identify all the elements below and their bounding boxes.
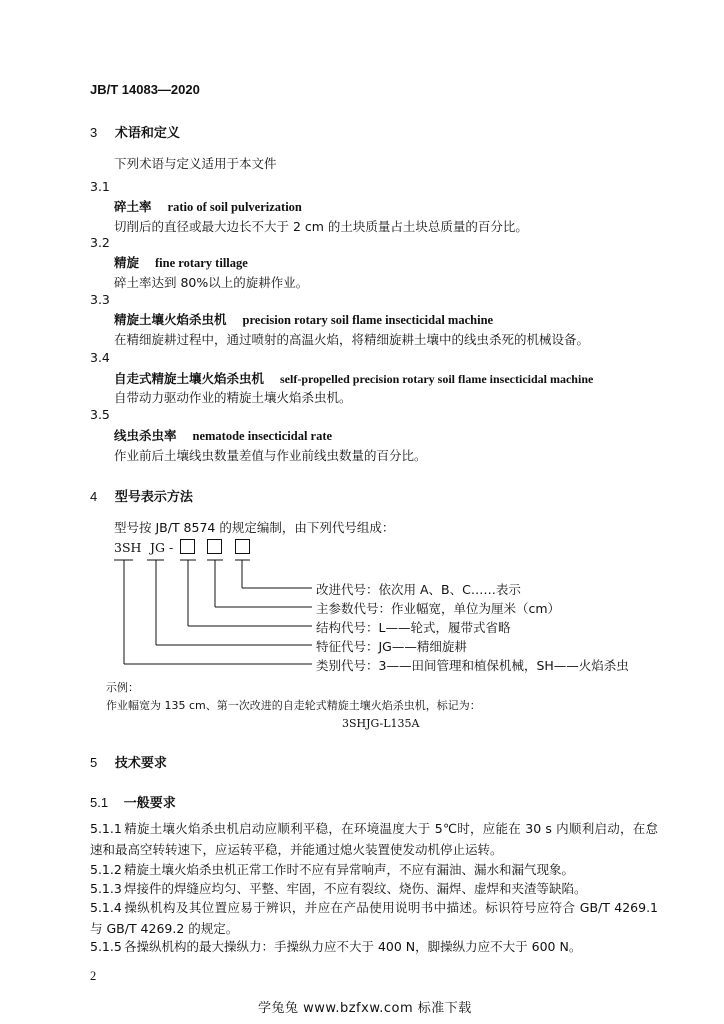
section-5-1-number: 5.1 [90, 795, 109, 810]
term-3-2-cn: 精旋 [114, 255, 140, 270]
term-3-4-en: self-propelled precision rotary soil flame insecticidal machine [280, 372, 594, 386]
term-3-4-definition: 自带动力驱动作业的精旋土壤火焰杀虫机。 [114, 390, 352, 405]
watermark: 学兔兔 www.bzfxw.com 标准下载 [258, 1001, 472, 1016]
clause-5-1-4: 5.1.4 操纵机构及其位置应易于辨识，并应在产品使用说明书中描述。标识符号应符合 GB/T 4269.1 与 GB/T 4269.2 的规定。 [90, 900, 658, 936]
example-code: 3SHJG-L135A [342, 717, 420, 730]
legend-structure-code: 结构代号：L——轮式，履带式省略 [316, 620, 511, 635]
term-3-3-cn: 精旋土壤火焰杀虫机 [114, 312, 227, 327]
section-4-title: 型号表示方法 [114, 489, 193, 504]
legend-parameter-code: 主参数代号：作业幅宽，单位为厘米（cm） [316, 601, 561, 616]
section-3-number: 3 [90, 125, 98, 140]
clause-5-1-1: 5.1.1 精旋土壤火焰杀虫机启动应顺利平稳，在环境温度大于 5℃时，应能在 30 s 内顺利启动，在怠速和最高空转转速下，应运转平稳，并能通过熄火装置使发动机停止运转。 [90, 821, 658, 857]
standard-code: JB/T 14083—2020 [90, 82, 200, 97]
section-4-number: 4 [90, 489, 98, 504]
term-3-5-number: 3.5 [90, 407, 110, 422]
term-3-3-number: 3.3 [90, 292, 110, 307]
section-5-heading [90, 752, 167, 771]
term-3-2-number: 3.2 [90, 235, 110, 250]
example-label: 示例： [106, 681, 139, 694]
term-3-2-en: fine rotary tillage [155, 256, 248, 270]
term-3-4-cn: 自走式精旋土壤火焰杀虫机 [114, 371, 265, 386]
term-3-5-cn: 线虫杀虫率 [114, 428, 177, 443]
section-5-title: 技术要求 [114, 755, 167, 770]
term-3-5-definition: 作业前后土壤线虫数量差值与作业前线虫数量的百分比。 [114, 448, 427, 463]
term-3-1-definition: 切削后的直径或最大边长不大于 2 cm 的土块质量占土块总质量的百分比。 [114, 219, 528, 234]
section-3-title: 术语和定义 [114, 125, 180, 140]
section-4-intro: 型号按 JB/T 8574 的规定编制，由下列代号组成： [114, 520, 395, 535]
term-3-1-number: 3.1 [90, 179, 110, 194]
section-5-1-heading [90, 792, 176, 811]
term-3-1-en: ratio of soil pulverization [167, 200, 302, 214]
term-3-3-en: precision rotary soil flame insecticidal machine [242, 313, 494, 327]
term-3-2-definition: 碎土率达到 80%以上的旋耕作业。 [114, 275, 309, 290]
page-number: 2 [90, 969, 97, 983]
example-text: 作业幅宽为 135 cm、第一次改进的自走轮式精旋土壤火焰杀虫机，标记为： [106, 699, 481, 712]
model-code-prefix-jg: JG - [150, 540, 174, 555]
model-code-prefix-3sh: 3SH [114, 540, 142, 555]
section-3-intro: 下列术语与定义适用于本文件 [114, 156, 277, 171]
clause-5-1-3: 5.1.3 焊接件的焊缝应均匀、平整、牢固，不应有裂纹、烧伤、漏焊、虚焊和夹渣等缺陷。 [90, 881, 587, 896]
section-5-number: 5 [90, 755, 98, 770]
legend-feature-code: 特征代号：JG——精细旋耕 [316, 639, 467, 654]
term-3-3-definition: 在精细旋耕过程中，通过喷射的高温火焰，将精细旋耕土壤中的线虫杀死的机械设备。 [114, 332, 590, 347]
term-3-4-number: 3.4 [90, 350, 110, 365]
legend-category-code: 类别代号：3——田间管理和植保机械，SH——火焰杀虫 [316, 658, 629, 673]
section-5-1-title: 一般要求 [123, 795, 176, 810]
clause-5-1-5: 5.1.5 各操纵机构的最大操纵力：手操纵力应不大于 400 N，脚操纵力应不大于 600 N。 [90, 939, 582, 954]
legend-improvement-code: 改进代号：依次用 A、B、C……表示 [316, 582, 521, 597]
term-3-1-cn: 碎土率 [114, 199, 152, 214]
term-3-5-en: nematode insecticidal rate [192, 429, 333, 443]
clause-5-1-2: 5.1.2 精旋土壤火焰杀虫机正常工作时不应有异常响声，不应有漏油、漏水和漏气现象。 [90, 862, 575, 877]
